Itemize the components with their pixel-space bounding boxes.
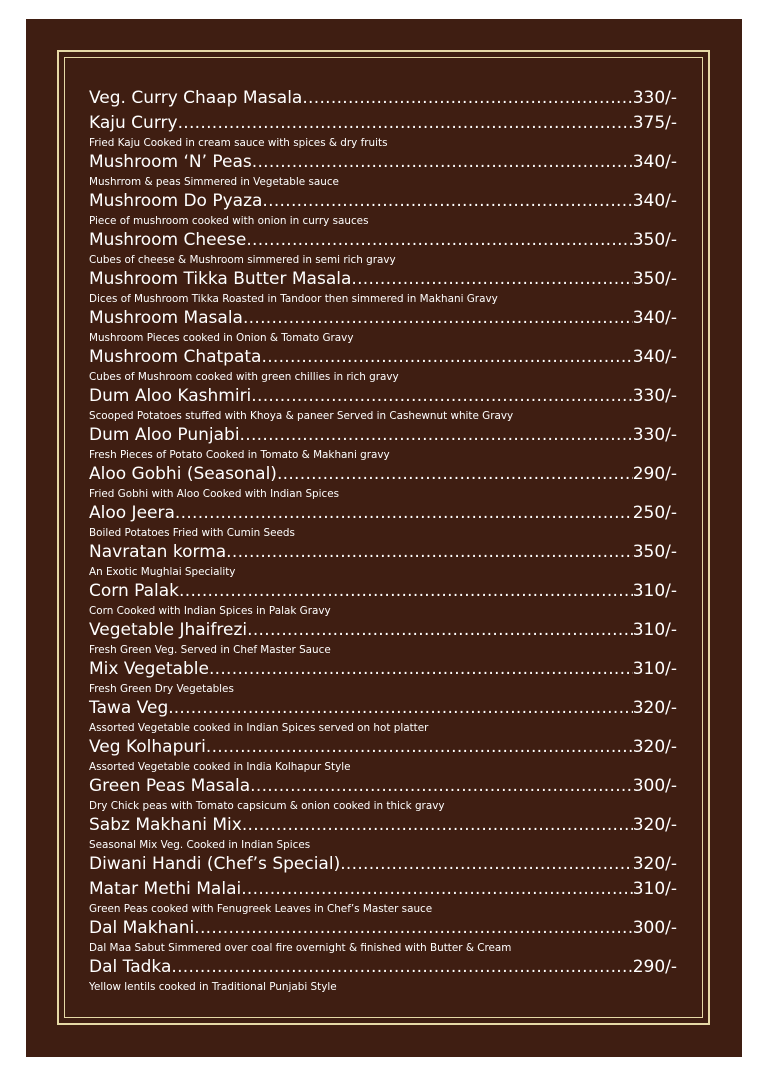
dish-name: Kaju Curry — [89, 113, 178, 133]
dish-price: 290/- — [632, 464, 677, 484]
dish-price: 330/- — [632, 88, 677, 108]
menu-item — [89, 384, 677, 423]
dot-leader — [351, 267, 632, 292]
menu-item — [89, 696, 677, 735]
dish-price: 310/- — [632, 879, 677, 899]
dot-leader — [250, 774, 633, 799]
dish-name: Green Peas Masala — [89, 776, 251, 796]
dish-description: Mushroom Pieces cooked in Onion & Tomato Gravy — [89, 332, 354, 344]
dish-price: 320/- — [632, 815, 677, 835]
menu-item — [89, 657, 677, 696]
dish-name: Mushroom Chatpata — [89, 347, 262, 367]
dot-leader — [243, 306, 633, 331]
dish-price: 340/- — [632, 308, 677, 328]
menu-item — [89, 877, 677, 916]
menu-item — [89, 150, 677, 189]
dot-leader — [251, 384, 632, 409]
menu-item — [89, 423, 677, 462]
dish-name: Aloo Jeera — [89, 503, 175, 523]
dish-description: Scooped Potatoes stuffed with Khoya & paneer Served in Cashewnut white Gravy — [89, 410, 514, 422]
dot-leader — [241, 877, 632, 902]
dish-description: Fresh Green Dry Vegetables — [89, 683, 234, 695]
dish-description: Dal Maa Sabut Simmered over coal fire overnight & finished with Butter & Cream — [89, 942, 512, 954]
dot-leader — [178, 111, 633, 136]
dish-description: Fried Kaju Cooked in cream sauce with spices & dry fruits — [89, 137, 388, 149]
dish-price: 340/- — [632, 347, 677, 367]
menu-item — [89, 774, 677, 813]
dish-price: 350/- — [632, 542, 677, 562]
menu-item — [89, 345, 677, 384]
dish-name: Tawa Veg. — [89, 698, 174, 718]
dish-name: Vegetable Jhaifrezi — [89, 620, 248, 640]
dish-description: Yellow lentils cooked in Traditional Punjabi Style — [89, 981, 337, 993]
menu-item — [89, 813, 677, 852]
menu-item — [89, 189, 677, 228]
dish-name: Mushroom Tikka Butter Masala — [89, 269, 352, 289]
dish-name: Veg Kolhapuri — [89, 737, 206, 757]
dish-name: Mushroom Masala — [89, 308, 243, 328]
dish-price: 350/- — [632, 269, 677, 289]
menu-item — [89, 501, 677, 540]
dish-description: Seasonal Mix Veg. Cooked in Indian Spices — [89, 839, 311, 851]
menu-item — [89, 267, 677, 306]
dot-leader — [240, 423, 633, 448]
dish-name: Navratan korma — [89, 542, 227, 562]
dish-price: 340/- — [632, 152, 677, 172]
dish-name: Mushroom ‘N’ Peas — [89, 152, 252, 172]
dish-name: Corn Palak — [89, 581, 180, 601]
dish-name: Dum Aloo Punjabi — [89, 425, 240, 445]
dot-leader — [302, 86, 632, 111]
dish-description: Assorted Vegetable cooked in India Kolhapur Style — [89, 761, 351, 773]
dot-leader — [261, 345, 632, 370]
menu-item — [89, 228, 677, 267]
dot-leader — [242, 813, 633, 838]
dish-description: Boiled Potatoes Fried with Cumin Seeds — [89, 527, 295, 539]
dot-leader — [246, 228, 632, 253]
dot-leader — [175, 501, 633, 526]
dish-name: Matar Methi Malai — [89, 879, 242, 899]
dish-name: Mushroom Cheese — [89, 230, 247, 250]
dish-price: 320/- — [632, 698, 677, 718]
dish-price: 340/- — [632, 191, 677, 211]
menu-item — [89, 618, 677, 657]
dish-name: Mix Vegetable — [89, 659, 209, 679]
dish-price: 300/- — [632, 776, 677, 796]
dish-price: 330/- — [632, 386, 677, 406]
dish-description: Cubes of Mushroom cooked with green chillies in rich gravy — [89, 371, 399, 383]
dot-leader — [171, 955, 632, 980]
menu-item — [89, 540, 677, 579]
dish-description: Fried Gobhi with Aloo Cooked with Indian Spices — [89, 488, 340, 500]
dish-price: 320/- — [632, 737, 677, 757]
dish-name: Mushroom Do Pyaza — [89, 191, 263, 211]
dish-description: Fresh Green Veg. Served in Chef Master Sauce — [89, 644, 331, 656]
dish-description: Dices of Mushroom Tikka Roasted in Tandoor then simmered in Makhani Gravy — [89, 293, 498, 305]
menu-item — [89, 111, 677, 150]
dish-name: Dum Aloo Kashmiri — [89, 386, 252, 406]
dot-leader — [252, 150, 633, 175]
dish-description: Cubes of cheese & Mushroom simmered in semi rich gravy — [89, 254, 396, 266]
dot-leader — [209, 657, 633, 682]
dish-price: 330/- — [632, 425, 677, 445]
menu-item — [89, 462, 677, 501]
menu-list — [89, 86, 677, 994]
dish-price: 250/- — [632, 503, 677, 523]
dish-price: 300/- — [632, 918, 677, 938]
dish-description: Piece of mushroom cooked with onion in curry sauces — [89, 215, 369, 227]
dot-leader — [226, 540, 633, 565]
menu-item — [89, 955, 677, 994]
dish-description: Fresh Pieces of Potato Cooked in Tomato & Makhani gravy — [89, 449, 390, 461]
dish-price: 320/- — [632, 854, 677, 874]
menu-item — [89, 916, 677, 955]
dish-description: An Exotic Mughlai Speciality — [89, 566, 236, 578]
dish-name: Veg. Curry Chaap Masala — [89, 88, 303, 108]
menu-item — [89, 735, 677, 774]
dish-name: Dal Tadka — [89, 957, 172, 977]
dish-description: Dry Chick peas with Tomato capsicum & onion cooked in thick gravy — [89, 800, 445, 812]
dish-price: 310/- — [632, 620, 677, 640]
dish-description: Mushrrom & peas Simmered in Vegetable sauce — [89, 176, 339, 188]
dot-leader — [247, 618, 633, 643]
dish-price: 310/- — [632, 581, 677, 601]
dish-price: 350/- — [632, 230, 677, 250]
menu-item — [89, 86, 677, 111]
dot-leader — [194, 916, 632, 941]
dot-leader — [206, 735, 633, 760]
dish-name: Diwani Handi (Chef’s Special) — [89, 854, 341, 874]
dish-name: Sabz Makhani Mix — [89, 815, 242, 835]
dish-price: 310/- — [632, 659, 677, 679]
dish-name: Aloo Gobhi (Seasonal) — [89, 464, 277, 484]
dot-leader — [262, 189, 632, 214]
menu-item — [89, 306, 677, 345]
dish-description: Corn Cooked with Indian Spices in Palak Gravy — [89, 605, 331, 617]
menu-item — [89, 579, 677, 618]
dish-name: Dal Makhani — [89, 918, 195, 938]
dot-leader — [179, 579, 633, 604]
menu-item — [89, 852, 677, 877]
dot-leader — [277, 462, 633, 487]
dish-price: 375/- — [632, 113, 677, 133]
dot-leader — [340, 852, 632, 877]
dot-leader — [174, 696, 633, 721]
dish-description: Green Peas cooked with Fenugreek Leaves in Chef’s Master sauce — [89, 903, 433, 915]
dish-description: Assorted Vegetable cooked in Indian Spices served on hot platter — [89, 722, 429, 734]
dish-price: 290/- — [632, 957, 677, 977]
